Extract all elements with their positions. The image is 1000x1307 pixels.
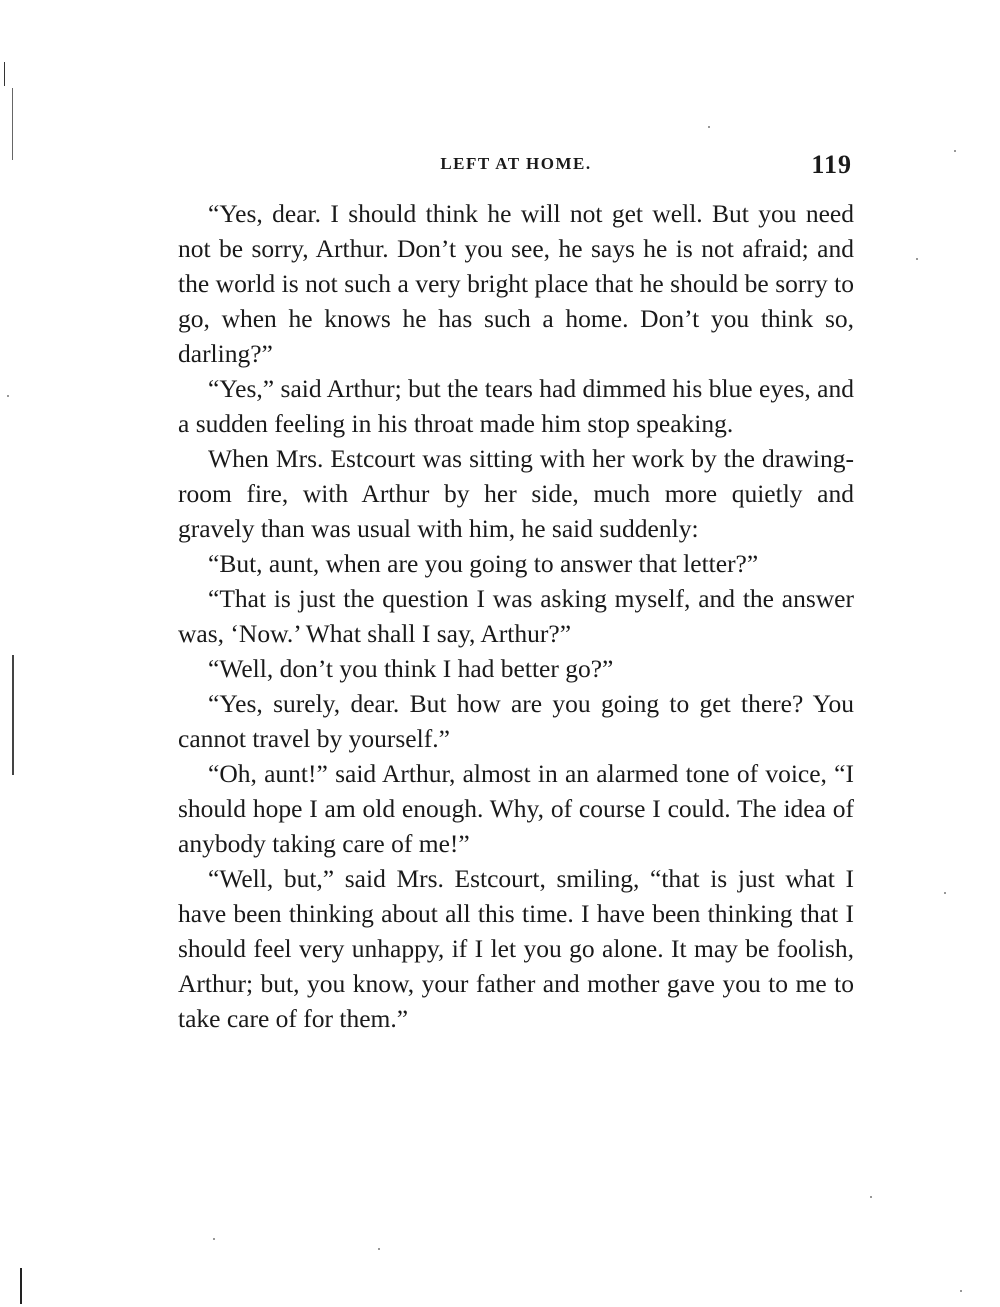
paragraph: “Yes,” said Arthur; but the tears had dimmed his blue eyes, and a sudden feeling in his throat made him stop speaking. (178, 374, 854, 438)
scan-edge-mark-top (4, 62, 5, 86)
page-number: 119 (811, 150, 852, 179)
body-text (178, 196, 854, 1036)
paragraph: “That is just the question I was asking myself, and the answer was, ‘Now.’ What shall I say, Arthur?” (178, 584, 854, 648)
paragraph: “But, aunt, when are you going to answer that letter?” (208, 549, 759, 578)
scan-speck (870, 1196, 872, 1198)
paragraph: “Oh, aunt!” said Arthur, almost in an alarmed tone of voice, “I should hope I am old enough. Why, of course I could. The idea of anybody taking care of me!” (178, 759, 854, 858)
scan-edge-mark-middle (12, 655, 14, 775)
scan-speck (916, 258, 918, 260)
paragraph: “Well, but,” said Mrs. Estcourt, smiling, “that is just what I have been thinking about all this time. I have been thinking that I should feel very unhappy, if I let you go alone. It may be foolish, Arthur; but, you know, your father and mother gave you to me to take care of for them.” (178, 864, 854, 1033)
scan-speck (708, 126, 710, 128)
paragraph: When Mrs. Estcourt was sitting with her work by the drawing-room fire, with Arthur by her side, much more quietly and gravely than was usual with him, he said suddenly: (178, 444, 854, 543)
paragraph: “Yes, dear. I should think he will not get well. But you need not be sorry, Arthur. Don’t you see, he says he is not afraid; and the world is not such a very bright place that he should be sorry to go, when he knows he has such a home. Don’t you think so, darling?” (178, 199, 854, 368)
scan-speck (954, 150, 956, 152)
scan-speck (7, 395, 9, 397)
scan-edge-mark-bottom (20, 1268, 22, 1304)
scan-speck (960, 1290, 962, 1292)
scan-edge-mark-upper (12, 88, 13, 160)
running-head (178, 150, 854, 184)
scan-speck (378, 1248, 380, 1250)
scan-speck (944, 892, 946, 894)
paragraph: “Well, don’t you think I had better go?” (208, 654, 614, 683)
paragraph: “Yes, surely, dear. But how are you going to get there? You cannot travel by yourself.” (178, 689, 854, 753)
running-title: LEFT AT HOME. (440, 154, 592, 173)
scan-speck (213, 1238, 215, 1240)
